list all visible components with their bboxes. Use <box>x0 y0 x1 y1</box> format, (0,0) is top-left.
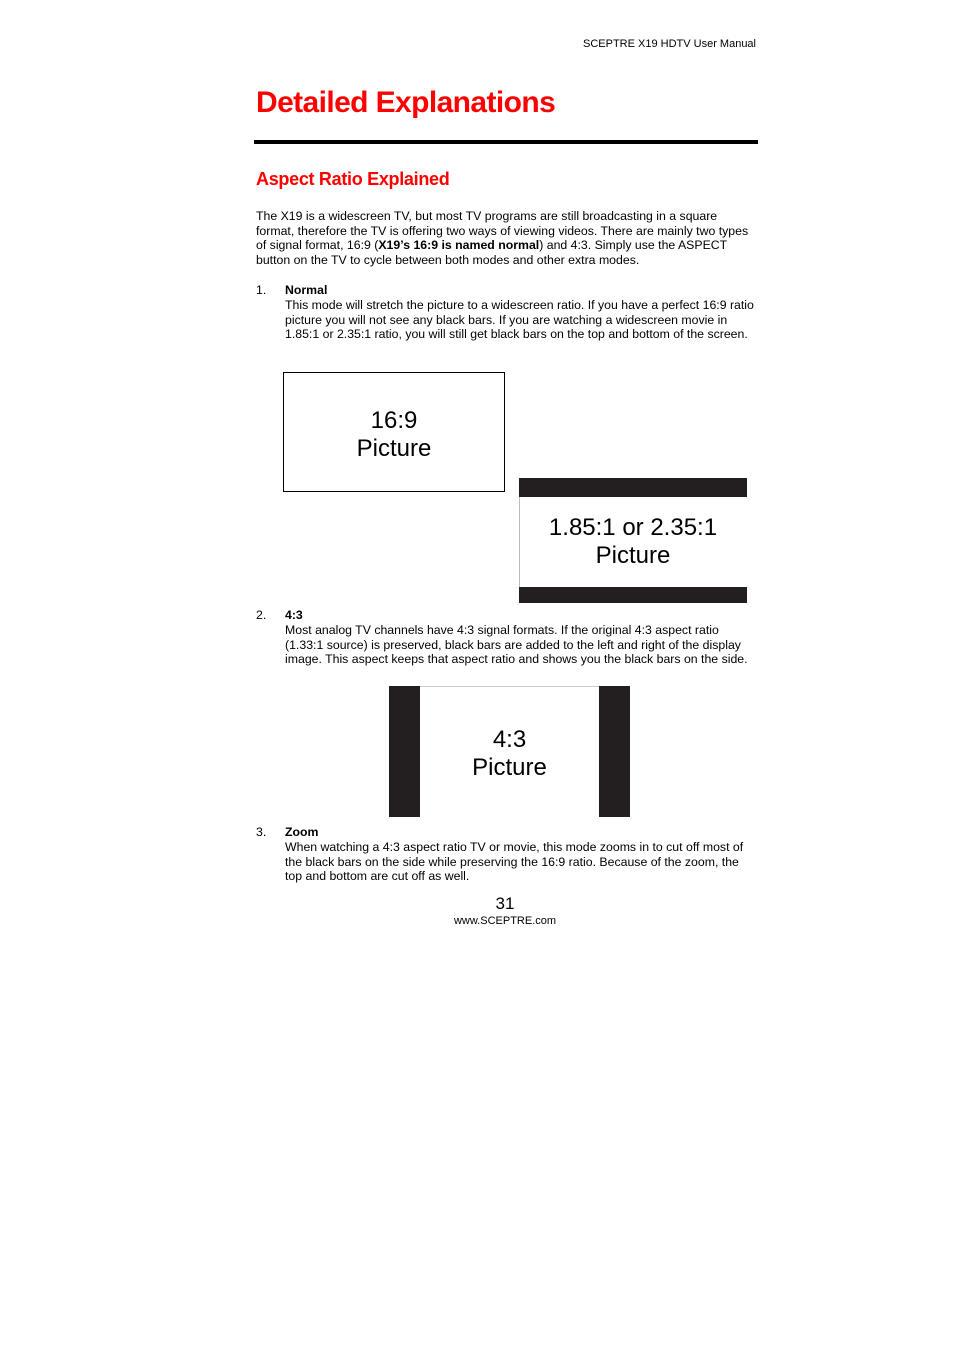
footer-url: www.SCEPTRE.com <box>453 915 557 927</box>
figure-16-9-picture <box>283 372 505 492</box>
page-title: Detailed Explanations <box>256 86 556 119</box>
figure-letterbox-line2: Picture <box>595 542 671 569</box>
figure-letterbox-line1: 1.85:1 or 2.35:1 <box>548 514 718 541</box>
item-title-zoom: Zoom <box>285 825 319 839</box>
intro-text-start: The X19 is a widescreen TV, but most TV programs are still broadcasting in a square format, therefore the TV is offering two ways of viewing videos. There are mainly two types of signal format, 16:9 ( <box>256 209 749 253</box>
pillarbox-top-edge <box>420 686 599 687</box>
figure-letterbox-picture <box>519 478 747 603</box>
intro-paragraph <box>256 209 756 268</box>
letterbox-top-bar <box>519 478 747 497</box>
running-header: SCEPTRE X19 HDTV User Manual <box>583 38 756 50</box>
item-title-4-3: 4:3 <box>285 608 303 622</box>
item-text-4-3: Most analog TV channels have 4:3 signal formats. If the original 4:3 aspect ratio (1.33:1 source) is preserved, black bars are added to the left and right of the display image. This aspect keeps that aspect ratio and shows you the black bars on the side. <box>285 623 748 667</box>
figure-4-3-line2: Picture <box>472 754 547 781</box>
figure-4-3-picture <box>389 686 630 817</box>
section-title: Aspect Ratio Explained <box>256 169 450 189</box>
item-number-2: 2. <box>256 608 267 622</box>
figure-16-9-line2: Picture <box>356 435 432 462</box>
figure-16-9-line1: 16:9 <box>370 407 418 434</box>
item-number-3: 3. <box>256 825 267 839</box>
item-text-zoom: When watching a 4:3 aspect ratio TV or movie, this mode zooms in to cut off most of the black bars on the side while preserving the 16:9 ratio. Because of the zoom, the top and bottom are cut off as well. <box>285 840 744 884</box>
item-number-1: 1. <box>256 283 267 297</box>
intro-text-end: ) and 4:3. Simply use the ASPECT button on the TV to cycle between both modes and other extra modes. <box>256 238 727 268</box>
pillarbox-right-bar <box>599 686 630 817</box>
item-title-normal: Normal <box>285 283 328 297</box>
intro-bold-text: X19’s 16:9 is named normal <box>378 238 540 253</box>
title-rule <box>254 140 758 144</box>
item-text-normal: This mode will stretch the picture to a widescreen ratio. If you have a perfect 16:9 ratio picture you will not see any black bars. If you are watching a widescreen movie in 1.85:1 or 2.35:1 ratio, you will still get black bars on the top and bottom of the screen. <box>285 298 754 342</box>
page-number: 31 <box>495 894 515 913</box>
figure-4-3-line1: 4:3 <box>492 726 527 753</box>
letterbox-bottom-bar <box>519 587 747 603</box>
